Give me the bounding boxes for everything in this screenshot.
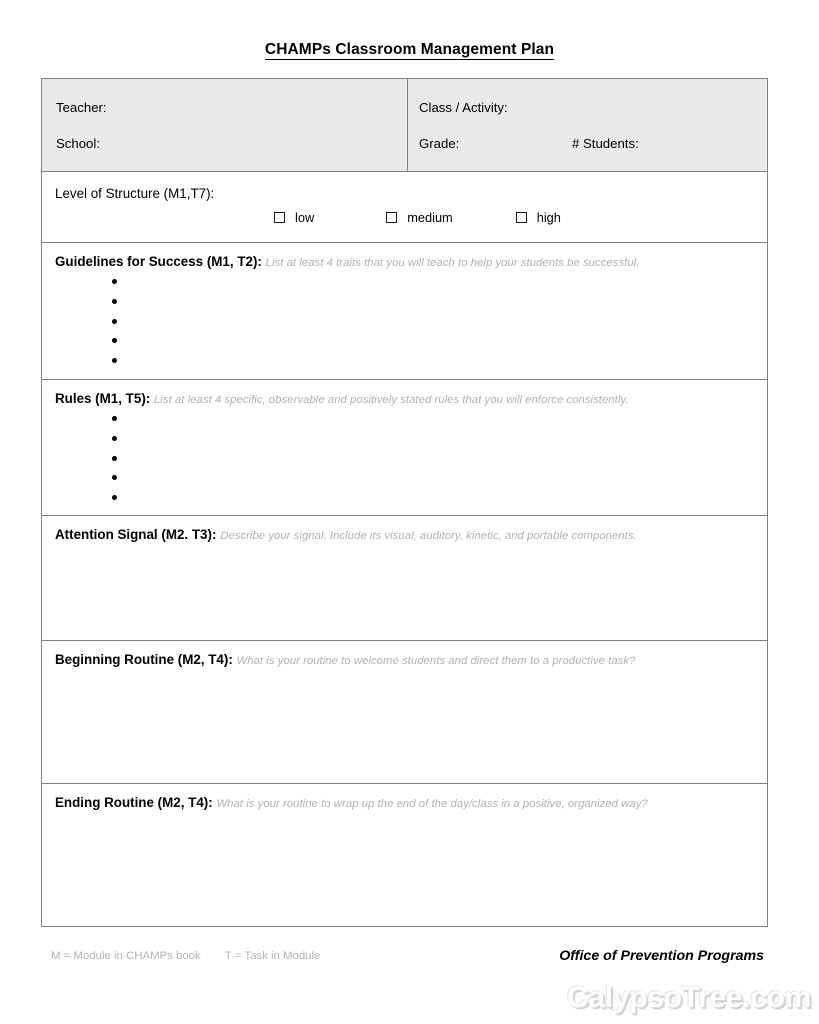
beginning-routine-heading-text: Beginning Routine (M2, T4): xyxy=(55,652,233,667)
bullet-marker xyxy=(112,338,117,343)
bullet-marker xyxy=(112,456,117,461)
rules-bullet-list xyxy=(112,416,117,515)
beginning-routine-cell[interactable] xyxy=(42,641,768,784)
school-label: School: xyxy=(56,136,100,151)
bullet-marker xyxy=(112,495,117,500)
beginning-routine-hint: What is your routine to welcome students and direct them to a productive task? xyxy=(236,655,636,667)
attention-signal-heading xyxy=(55,527,759,542)
page-title xyxy=(0,41,819,59)
structure-option-low[interactable] xyxy=(274,210,314,225)
identity-row xyxy=(42,79,768,172)
checkbox-icon-high[interactable] xyxy=(516,212,527,223)
teacher-label: Teacher: xyxy=(56,100,107,115)
ending-routine-hint: What is your routine to wrap up the end of the day/class in a positive, organized way? xyxy=(216,798,648,810)
attention-signal-cell[interactable] xyxy=(42,516,768,641)
rules-heading-text: Rules (M1, T5): xyxy=(55,391,151,406)
watermark: CalypsoTree.com xyxy=(567,981,811,1014)
bullet-marker xyxy=(112,416,117,421)
guidelines-heading xyxy=(55,254,759,269)
ending-routine-row xyxy=(42,784,768,927)
rules-cell[interactable] xyxy=(42,380,768,516)
beginning-routine-heading xyxy=(55,652,759,667)
grade-label-text: Grade: xyxy=(419,136,460,151)
guidelines-cell[interactable] xyxy=(42,243,768,380)
attention-signal-heading-text: Attention Signal (M2. T3): xyxy=(55,527,217,542)
structure-option-high[interactable] xyxy=(516,210,561,225)
bullet-marker xyxy=(112,319,117,324)
ending-routine-heading xyxy=(55,795,759,810)
footer-office-name: Office of Prevention Programs xyxy=(559,948,764,964)
structure-option-medium-label: medium xyxy=(407,210,453,225)
legend-module: M = Module in CHAMPs book xyxy=(51,950,201,962)
rules-heading xyxy=(55,391,759,406)
rules-row xyxy=(42,380,768,516)
bullet-marker xyxy=(112,279,117,284)
guidelines-heading-text: Guidelines for Success (M1, T2): xyxy=(55,254,262,269)
structure-option-low-label: low xyxy=(295,210,315,225)
bullet-marker xyxy=(112,436,117,441)
ending-routine-cell[interactable] xyxy=(42,784,768,927)
structure-options xyxy=(274,210,561,225)
beginning-routine-row xyxy=(42,641,768,784)
checkbox-icon-medium[interactable] xyxy=(386,212,397,223)
teacher-school-cell xyxy=(42,79,408,172)
class-activity-label: Class / Activity: xyxy=(419,100,508,115)
footer-legend xyxy=(51,950,320,962)
guidelines-hint: List at least 4 traits that you will teach to help your students be successful. xyxy=(265,257,640,269)
guidelines-row xyxy=(42,243,768,380)
students-label: # Students: xyxy=(572,136,639,151)
attention-signal-row xyxy=(42,516,768,641)
legend-task: T = Task in Module xyxy=(224,950,321,962)
ending-routine-heading-text: Ending Routine (M2, T4): xyxy=(55,795,213,810)
attention-signal-hint: Describe your signal. Include its visual, auditory, kinetic, and portable components. xyxy=(220,530,637,542)
bullet-marker xyxy=(112,299,117,304)
guidelines-bullet-list xyxy=(112,279,117,378)
level-of-structure-label: Level of Structure (M1,T7): xyxy=(55,186,215,201)
class-grade-cell xyxy=(408,79,768,172)
checkbox-icon-low[interactable] xyxy=(274,212,285,223)
rules-hint: List at least 4 specific, observable and positively stated rules that you will enforce consistently. xyxy=(153,394,629,406)
bullet-marker xyxy=(112,358,117,363)
structure-option-high-label: high xyxy=(536,210,561,225)
structure-option-medium[interactable] xyxy=(386,210,453,225)
level-of-structure-row xyxy=(42,172,768,243)
bullet-marker xyxy=(112,475,117,480)
champs-plan-table xyxy=(41,78,768,927)
page-title-text: CHAMPs Classroom Management Plan xyxy=(264,41,555,58)
level-of-structure-cell xyxy=(42,172,768,243)
grade-label xyxy=(419,136,639,151)
page-footer xyxy=(41,950,767,970)
